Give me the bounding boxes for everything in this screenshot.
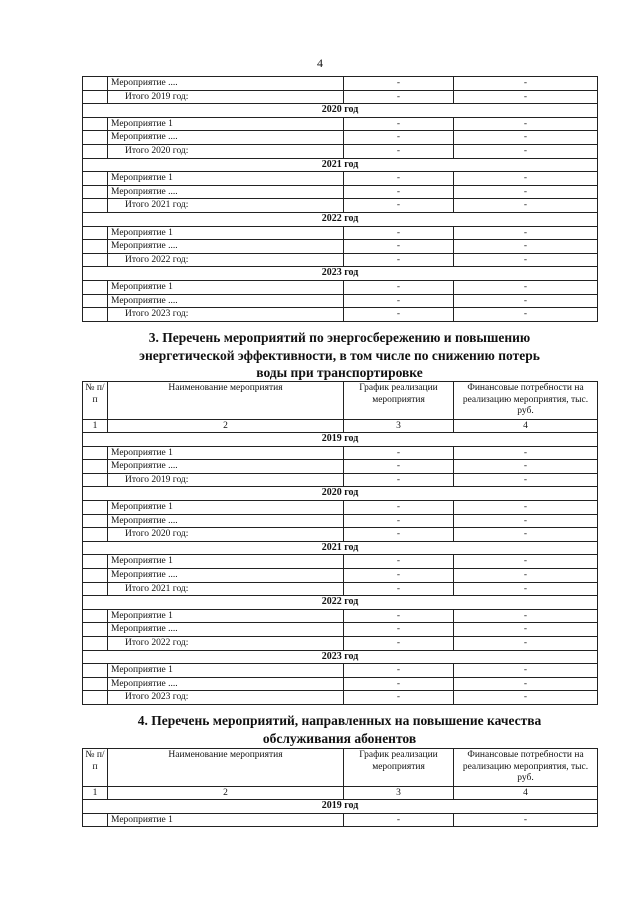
table-row: [83, 664, 598, 678]
measure-name: Мероприятие 1: [108, 555, 344, 569]
schedule-cell: -: [344, 240, 454, 254]
schedule-cell: -: [344, 226, 454, 240]
finance-cell: -: [454, 514, 598, 528]
finance-cell: -: [454, 637, 598, 651]
finance-cell: -: [454, 77, 598, 91]
row-number-cell: [83, 677, 108, 691]
table-row: [83, 172, 598, 186]
row-number-cell: [83, 185, 108, 199]
table-row: [83, 280, 598, 294]
total-label: Итого 2019 год:: [108, 90, 344, 104]
row-number-cell: [83, 226, 108, 240]
finance-cell: -: [454, 131, 598, 145]
total-label: Итого 2023 год:: [108, 308, 344, 322]
row-number-cell: [83, 199, 108, 213]
row-number-cell: [83, 253, 108, 267]
finance-cell: -: [454, 460, 598, 474]
finance-cell: -: [454, 528, 598, 542]
year-header-row: [83, 650, 598, 664]
table-row: [83, 569, 598, 583]
schedule-cell: -: [344, 460, 454, 474]
schedule-cell: -: [344, 664, 454, 678]
row-number-cell: [83, 240, 108, 254]
schedule-cell: -: [344, 514, 454, 528]
row-number-cell: [83, 569, 108, 583]
measure-name: Мероприятие 1: [108, 501, 344, 515]
total-label: Итого 2022 год:: [108, 637, 344, 651]
finance-cell: -: [454, 280, 598, 294]
section-4-table: [82, 748, 598, 827]
column-number: 1: [83, 786, 108, 800]
table-row: [83, 226, 598, 240]
finance-cell: -: [454, 691, 598, 705]
column-number: 4: [454, 786, 598, 800]
schedule-cell: -: [344, 280, 454, 294]
measure-name: Мероприятие ....: [108, 623, 344, 637]
table-row: [83, 555, 598, 569]
section-3-title: [82, 329, 597, 382]
total-row: [83, 308, 598, 322]
row-number-cell: [83, 294, 108, 308]
finance-cell: -: [454, 609, 598, 623]
year-label: 2022 год: [83, 212, 598, 226]
total-label: Итого 2021 год:: [108, 582, 344, 596]
total-label: Итого 2019 год:: [108, 473, 344, 487]
schedule-cell: -: [344, 185, 454, 199]
finance-cell: -: [454, 240, 598, 254]
measure-name: Мероприятие ....: [108, 294, 344, 308]
header-schedule: График реализации мероприятия: [344, 382, 454, 420]
schedule-cell: -: [344, 199, 454, 213]
table-row: [83, 117, 598, 131]
table-row: [83, 677, 598, 691]
year-header-row: [83, 433, 598, 447]
year-label: 2020 год: [83, 487, 598, 501]
finance-cell: -: [454, 172, 598, 186]
measure-name: Мероприятие ....: [108, 77, 344, 91]
table-row: [83, 609, 598, 623]
row-number-cell: [83, 77, 108, 91]
finance-cell: -: [454, 253, 598, 267]
finance-cell: -: [454, 677, 598, 691]
row-number-cell: [83, 623, 108, 637]
row-number-cell: [83, 691, 108, 705]
schedule-cell: -: [344, 446, 454, 460]
row-number-cell: [83, 813, 108, 827]
finance-cell: -: [454, 813, 598, 827]
finance-cell: -: [454, 199, 598, 213]
year-label: 2021 год: [83, 158, 598, 172]
year-header-row: [83, 596, 598, 610]
row-number-cell: [83, 460, 108, 474]
header-finance: Финансовые потребности на реализацию мероприятия, тыс. руб.: [454, 749, 598, 787]
column-number: 1: [83, 419, 108, 433]
table-row: [83, 185, 598, 199]
continued-measures-table: [82, 76, 598, 322]
total-row: [83, 637, 598, 651]
header-number: № п/п: [83, 749, 108, 787]
total-row: [83, 253, 598, 267]
finance-cell: -: [454, 144, 598, 158]
section-3-title-line: энергетической эффективности, в том числе по снижению потерь: [139, 347, 540, 363]
year-header-row: [83, 800, 598, 814]
finance-cell: -: [454, 664, 598, 678]
row-number-cell: [83, 609, 108, 623]
row-number-cell: [83, 555, 108, 569]
year-header-row: [83, 541, 598, 555]
finance-cell: -: [454, 185, 598, 199]
header-name: Наименование мероприятия: [108, 749, 344, 787]
year-header-row: [83, 212, 598, 226]
row-number-cell: [83, 90, 108, 104]
schedule-cell: -: [344, 144, 454, 158]
row-number-cell: [83, 637, 108, 651]
row-number-cell: [83, 131, 108, 145]
schedule-cell: -: [344, 172, 454, 186]
section-3-title-line: воды при транспортировке: [256, 365, 423, 380]
section-3-title-line: 3. Перечень мероприятий по энергосбережению и повышению: [148, 330, 531, 345]
table-row: [83, 294, 598, 308]
row-number-cell: [83, 473, 108, 487]
schedule-cell: -: [344, 677, 454, 691]
schedule-cell: -: [344, 294, 454, 308]
finance-cell: -: [454, 446, 598, 460]
total-label: Итого 2021 год:: [108, 199, 344, 213]
header-name: Наименование мероприятия: [108, 382, 344, 420]
finance-cell: -: [454, 501, 598, 515]
row-number-cell: [83, 117, 108, 131]
schedule-cell: -: [344, 528, 454, 542]
finance-cell: -: [454, 90, 598, 104]
total-row: [83, 144, 598, 158]
row-number-cell: [83, 582, 108, 596]
row-number-cell: [83, 446, 108, 460]
section-4-title: [82, 712, 597, 747]
measure-name: Мероприятие 1: [108, 172, 344, 186]
year-header-row: [83, 487, 598, 501]
finance-cell: -: [454, 294, 598, 308]
total-label: Итого 2020 год:: [108, 528, 344, 542]
total-row: [83, 199, 598, 213]
finance-cell: -: [454, 226, 598, 240]
row-number-cell: [83, 280, 108, 294]
schedule-cell: -: [344, 77, 454, 91]
total-row: [83, 691, 598, 705]
total-row: [83, 582, 598, 596]
schedule-cell: -: [344, 131, 454, 145]
schedule-cell: -: [344, 569, 454, 583]
year-label: 2021 год: [83, 541, 598, 555]
finance-cell: -: [454, 569, 598, 583]
table-row: [83, 813, 598, 827]
section-4-title-line: 4. Перечень мероприятий, направленных на повышение качества: [137, 713, 542, 728]
year-label: 2020 год: [83, 104, 598, 118]
total-label: Итого 2023 год:: [108, 691, 344, 705]
header-schedule: График реализации мероприятия: [344, 749, 454, 787]
year-label: 2019 год: [83, 800, 598, 814]
measure-name: Мероприятие ....: [108, 460, 344, 474]
measure-name: Мероприятие 1: [108, 280, 344, 294]
column-number: 4: [454, 419, 598, 433]
measure-name: Мероприятие 1: [108, 813, 344, 827]
measure-name: Мероприятие ....: [108, 677, 344, 691]
table-row: [83, 623, 598, 637]
finance-cell: -: [454, 623, 598, 637]
measure-name: Мероприятие 1: [108, 609, 344, 623]
section-3-table: [82, 381, 598, 705]
schedule-cell: -: [344, 582, 454, 596]
finance-cell: -: [454, 117, 598, 131]
measure-name: Мероприятие ....: [108, 185, 344, 199]
year-label: 2019 год: [83, 433, 598, 447]
table-row: [83, 460, 598, 474]
schedule-cell: -: [344, 813, 454, 827]
table-row: [83, 446, 598, 460]
total-row: [83, 473, 598, 487]
total-row: [83, 528, 598, 542]
row-number-cell: [83, 308, 108, 322]
finance-cell: -: [454, 582, 598, 596]
table-row: [83, 240, 598, 254]
year-label: 2022 год: [83, 596, 598, 610]
measure-name: Мероприятие 1: [108, 226, 344, 240]
total-row: [83, 90, 598, 104]
schedule-cell: -: [344, 691, 454, 705]
page-number: 4: [317, 56, 323, 70]
column-number: 3: [344, 786, 454, 800]
header-number: № п/п: [83, 382, 108, 420]
measure-name: Мероприятие ....: [108, 569, 344, 583]
section-4-title-line: обслуживания абонентов: [262, 730, 417, 746]
schedule-cell: -: [344, 623, 454, 637]
table-row: [83, 77, 598, 91]
header-finance: Финансовые потребности на реализацию мероприятия, тыс. руб.: [454, 382, 598, 420]
column-number: 2: [108, 786, 344, 800]
row-number-cell: [83, 514, 108, 528]
year-label: 2023 год: [83, 650, 598, 664]
schedule-cell: -: [344, 555, 454, 569]
row-number-cell: [83, 144, 108, 158]
row-number-cell: [83, 172, 108, 186]
table-row: [83, 131, 598, 145]
schedule-cell: -: [344, 308, 454, 322]
schedule-cell: -: [344, 501, 454, 515]
schedule-cell: -: [344, 117, 454, 131]
column-number: 3: [344, 419, 454, 433]
total-label: Итого 2020 год:: [108, 144, 344, 158]
table-row: [83, 514, 598, 528]
measure-name: Мероприятие ....: [108, 240, 344, 254]
finance-cell: -: [454, 308, 598, 322]
schedule-cell: -: [344, 609, 454, 623]
measure-name: Мероприятие ....: [108, 514, 344, 528]
schedule-cell: -: [344, 473, 454, 487]
row-number-cell: [83, 501, 108, 515]
measure-name: Мероприятие 1: [108, 446, 344, 460]
year-header-row: [83, 158, 598, 172]
row-number-cell: [83, 664, 108, 678]
measure-name: Мероприятие 1: [108, 117, 344, 131]
row-number-cell: [83, 528, 108, 542]
total-label: Итого 2022 год:: [108, 253, 344, 267]
schedule-cell: -: [344, 637, 454, 651]
table-row: [83, 501, 598, 515]
schedule-cell: -: [344, 253, 454, 267]
measure-name: Мероприятие 1: [108, 664, 344, 678]
finance-cell: -: [454, 473, 598, 487]
schedule-cell: -: [344, 90, 454, 104]
measure-name: Мероприятие ....: [108, 131, 344, 145]
column-number: 2: [108, 419, 344, 433]
year-header-row: [83, 104, 598, 118]
year-header-row: [83, 267, 598, 281]
year-label: 2023 год: [83, 267, 598, 281]
finance-cell: -: [454, 555, 598, 569]
